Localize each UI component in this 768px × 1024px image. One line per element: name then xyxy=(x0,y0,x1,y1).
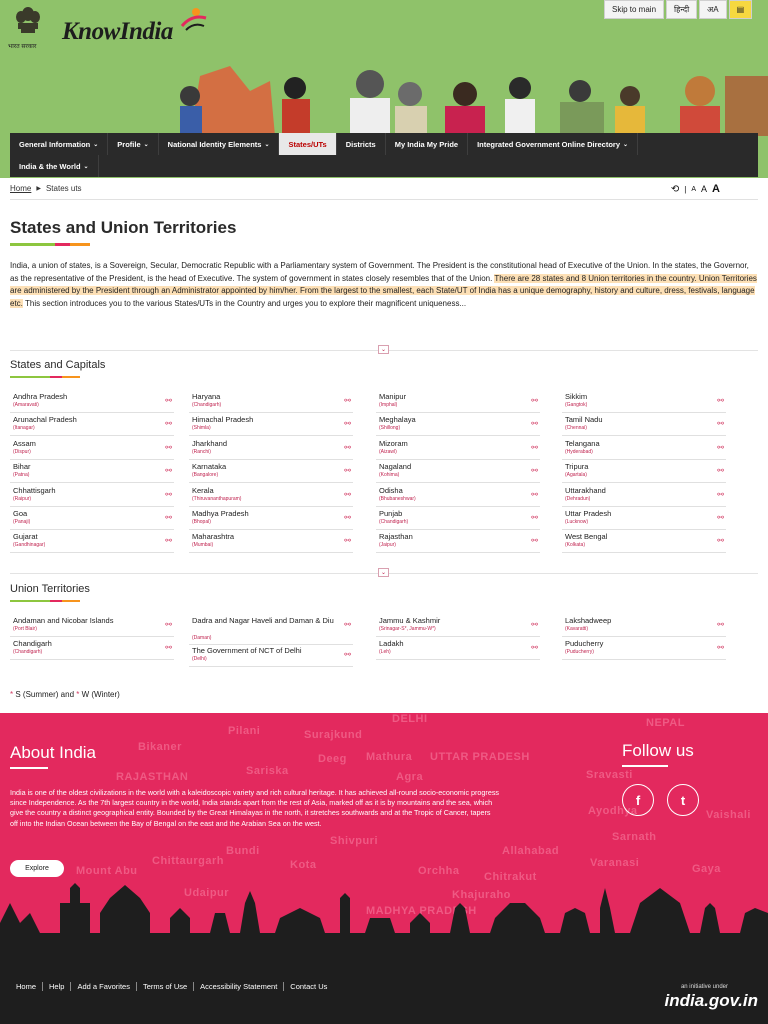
item-name: Jharkhand xyxy=(192,438,228,448)
nav-item-integrated-government-online-directory[interactable] xyxy=(468,133,638,155)
banner-collage-image xyxy=(160,36,768,136)
item-capital: (Gandhinagar) xyxy=(13,542,46,549)
legend-star: * xyxy=(10,690,14,699)
map-label: Allahabad xyxy=(502,845,560,857)
item-name: Puducherry xyxy=(565,639,604,649)
item-capital: (Leh) xyxy=(379,649,391,656)
intro-text-1: India, a union of states, is a Sovereign, Secular, Democratic Republic with a Parliamentary system of Government. The President is the constitutional head of Executive of the Union. In the states, the Governor, as the representative of the President, is the head of Executive. The system of government in states closely resembles that of the Union. xyxy=(10,261,749,283)
map-label: Ayodhya xyxy=(588,805,638,817)
nav-item-label: General Information xyxy=(19,139,91,149)
about-india-text: India is one of the oldest civilizations in the world with a kaleidoscopic variety and rich cultural heritage. It has achieved all-round socio-economic progress since Independence. As the 7th largest country in the world, India stands apart from the rest of Asia, marked off as it is by mountains and the sea, which give the country a distinct geographical entity. Bounded by the Great Himalayas in the north, it stretches southwards and at the Tropic of Cancer, tapers off into the Indian Ocean between the Bay of Bengal on the east and the Arabian Sea on the west. xyxy=(10,788,500,828)
map-label: Deeg xyxy=(318,753,347,765)
map-label: Surajkund xyxy=(304,729,363,741)
nav-item-districts[interactable] xyxy=(337,133,386,155)
map-label: Chitrakut xyxy=(484,871,537,883)
item-name: Madhya Pradesh xyxy=(192,509,249,518)
list-item-puducherry[interactable] xyxy=(562,638,726,660)
nav-item-india-the-world[interactable] xyxy=(10,155,99,177)
title-underline xyxy=(10,243,90,246)
item-capital: (Chandigarh) xyxy=(379,519,409,525)
legend-summer: S (Summer) and xyxy=(13,690,77,699)
item-name: Arunachal Pradesh xyxy=(13,415,77,425)
logo-figure-icon xyxy=(178,6,210,36)
section-underline xyxy=(10,376,80,378)
list-item-haryana[interactable] xyxy=(189,391,353,413)
item-name: The Government of NCT of Delhi xyxy=(192,646,302,655)
breadcrumb-current: States uts xyxy=(45,184,82,193)
item-name: Kerala xyxy=(192,485,214,495)
nav-item-general-information[interactable] xyxy=(10,133,108,155)
item-capital: (Panaji) xyxy=(13,519,31,525)
item-name: Manipur xyxy=(379,392,407,401)
item-name: Punjab xyxy=(379,509,403,518)
breadcrumb-arrow-icon: ▶ xyxy=(36,186,41,192)
item-capital: (Kohima) xyxy=(379,472,400,479)
nav-item-label: Profile xyxy=(117,139,141,149)
map-label: Pilani xyxy=(228,725,261,737)
item-name: Himachal Pradesh xyxy=(192,415,254,425)
list-item-nagaland[interactable] xyxy=(376,461,540,483)
link-icon[interactable]: ⚯ xyxy=(717,536,724,546)
contrast-icon[interactable]: ▤ xyxy=(729,0,753,19)
skip-to-main-link[interactable]: Skip to main xyxy=(604,0,664,19)
link-icon[interactable]: ⚯ xyxy=(531,513,538,522)
list-item-telangana[interactable] xyxy=(562,438,726,460)
facebook-icon[interactable]: f xyxy=(622,784,654,816)
item-name: Andaman and Nicobar Islands xyxy=(13,616,114,625)
list-item-andaman-and-nicobar-islands[interactable] xyxy=(10,615,174,637)
item-capital: (Jaipur) xyxy=(379,542,396,549)
item-capital: (Puducherry) xyxy=(565,649,594,656)
item-name: Goa xyxy=(13,509,28,518)
item-name: Andhra Pradesh xyxy=(13,392,68,401)
list-item-odisha[interactable] xyxy=(376,485,540,507)
emblem-caption: भारत सरकार xyxy=(8,44,37,50)
map-label: Sarnath xyxy=(612,831,657,843)
ut-section-title: Union Territories xyxy=(10,583,90,595)
item-name: Ladakh xyxy=(379,639,404,649)
list-item-kerala[interactable] xyxy=(189,485,353,507)
footer-link-add-a-favorites[interactable]: Add a Favorites xyxy=(71,982,137,991)
item-capital: (Raipur) xyxy=(13,495,32,502)
item-capital: (Aizawl) xyxy=(379,448,397,455)
site-header xyxy=(0,0,768,178)
item-name: Karnataka xyxy=(192,462,227,472)
list-item-sikkim[interactable] xyxy=(562,391,726,413)
link-icon[interactable]: ⚯ xyxy=(344,620,351,629)
map-label: Chittaurgarh xyxy=(152,855,224,867)
link-icon[interactable]: ⚯ xyxy=(531,396,538,405)
list-item-chandigarh[interactable] xyxy=(10,638,174,660)
item-capital: (Daman) xyxy=(192,635,212,641)
link-icon[interactable]: ⚯ xyxy=(717,643,724,653)
initiative-text: an initiative under xyxy=(680,984,728,990)
footer-links xyxy=(10,982,333,991)
link-icon[interactable]: ⚯ xyxy=(344,466,351,476)
item-capital: (Kavaratti) xyxy=(565,626,589,632)
item-name: Mizoram xyxy=(379,438,408,448)
link-icon[interactable]: ⚯ xyxy=(344,396,351,405)
item-name: Lakshadweep xyxy=(565,616,612,625)
list-item-mizoram[interactable] xyxy=(376,438,540,460)
link-icon[interactable]: ⚯ xyxy=(165,419,172,429)
map-label: Shivpuri xyxy=(330,835,379,847)
map-label: Vaishali xyxy=(706,809,751,821)
monuments-skyline-image xyxy=(0,863,768,983)
nav-item-label: Integrated Government Online Directory xyxy=(477,139,621,149)
map-label: MADHYA PRADESH xyxy=(366,905,477,917)
top-utility-bar xyxy=(604,0,752,19)
nav-item-label: States/UTs xyxy=(288,139,327,149)
expand-chevron-icon[interactable]: ⌄ xyxy=(378,345,389,354)
font-medium-button[interactable]: A xyxy=(701,184,708,194)
item-name: Uttar Pradesh xyxy=(565,509,612,518)
item-capital: (Ranchi) xyxy=(192,448,211,455)
link-icon[interactable]: ⚯ xyxy=(531,620,538,629)
legend-winter: W (Winter) xyxy=(79,690,120,699)
item-capital: (Patna) xyxy=(13,472,30,479)
list-item-manipur[interactable] xyxy=(376,391,540,413)
list-item-jharkhand[interactable] xyxy=(189,438,353,460)
item-name: Rajasthan xyxy=(379,532,413,542)
nav-item-label: National Identity Elements xyxy=(167,139,262,149)
link-icon[interactable]: ⚯ xyxy=(531,536,538,546)
list-item-bihar[interactable] xyxy=(10,461,174,483)
link-icon[interactable]: ⚯ xyxy=(165,536,172,546)
states-section-title: States and Capitals xyxy=(10,359,106,371)
hindi-language-button[interactable]: हिन्दी xyxy=(666,0,697,19)
about-underline xyxy=(10,767,48,769)
link-icon[interactable]: ⚯ xyxy=(531,442,538,452)
breadcrumb xyxy=(10,184,82,193)
legend-star: * xyxy=(76,690,80,699)
tools-separator: | xyxy=(684,184,687,194)
list-item-tripura[interactable] xyxy=(562,461,726,483)
chevron-down-icon: ⌄ xyxy=(623,141,629,148)
item-name: Maharashtra xyxy=(192,532,235,542)
list-item-andhra-pradesh[interactable] xyxy=(10,391,174,413)
list-item-rajasthan[interactable] xyxy=(376,531,540,553)
expand-chevron-icon[interactable]: ⌄ xyxy=(378,568,389,577)
nav-item-label: My India My Pride xyxy=(394,139,459,149)
map-label: Mathura xyxy=(366,751,413,763)
item-capital: (Shillong) xyxy=(379,425,401,432)
intro-paragraph xyxy=(10,260,758,310)
link-icon[interactable]: ⚯ xyxy=(531,643,538,653)
item-capital: (Amaravati) xyxy=(13,402,39,408)
item-name: Odisha xyxy=(379,485,403,495)
chevron-down-icon: ⌄ xyxy=(143,141,149,148)
chevron-down-icon: ⌄ xyxy=(83,163,89,170)
item-name: Dadra and Nagar Haveli and Daman & Diu xyxy=(192,616,334,625)
list-item-gujarat[interactable] xyxy=(10,531,174,553)
nav-item-profile[interactable] xyxy=(108,133,158,155)
link-icon[interactable]: ⚯ xyxy=(165,620,172,629)
item-name: Tamil Nadu xyxy=(565,415,603,425)
item-name: Assam xyxy=(13,438,36,448)
item-name: Haryana xyxy=(192,392,221,401)
twitter-icon[interactable]: t xyxy=(667,784,699,816)
map-label: DELHI xyxy=(392,713,428,725)
main-navigation xyxy=(10,133,758,177)
map-label: Khajuraho xyxy=(452,889,511,901)
site-logo[interactable]: KnowIndia xyxy=(62,18,173,45)
intro-text-2: This section introduces you to the various States/UTs in the Country and urges you to explore their magnificent uniqueness... xyxy=(22,298,467,308)
item-capital: (Lucknow) xyxy=(565,519,589,525)
list-item-madhya-pradesh[interactable] xyxy=(189,508,353,530)
list-item-ladakh[interactable] xyxy=(376,638,540,660)
item-capital: (Kolkata) xyxy=(565,542,586,549)
link-icon[interactable]: ⚯ xyxy=(344,419,351,429)
item-name: Tripura xyxy=(565,462,589,472)
item-name: Bihar xyxy=(13,462,31,472)
item-capital: (Agartala) xyxy=(565,472,587,479)
divider xyxy=(10,199,758,200)
item-capital: (Shimla) xyxy=(192,425,211,432)
map-label: Kota xyxy=(290,859,317,871)
follow-underline xyxy=(622,765,668,767)
map-label: Varanasi xyxy=(590,857,640,869)
map-label: NEPAL xyxy=(646,717,685,729)
font-small-button[interactable]: A xyxy=(691,185,697,193)
footer-link-accessibility-statement[interactable]: Accessibility Statement xyxy=(194,982,284,991)
link-icon[interactable]: ⚯ xyxy=(165,489,172,499)
item-capital: (Dehradun) xyxy=(565,495,591,502)
item-capital: (Delhi) xyxy=(192,656,207,662)
item-name: Uttarakhand xyxy=(565,485,606,495)
link-icon[interactable]: ⚯ xyxy=(165,466,172,476)
section-underline xyxy=(10,600,80,602)
item-name: Meghalaya xyxy=(379,415,416,425)
link-icon[interactable]: ⚯ xyxy=(165,513,172,522)
link-icon[interactable]: ⚯ xyxy=(717,442,724,452)
map-label: Agra xyxy=(396,771,424,783)
item-capital: (Bhubaneshwar) xyxy=(379,495,416,502)
link-icon[interactable]: ⚯ xyxy=(717,513,724,522)
list-item-west-bengal[interactable] xyxy=(562,531,726,553)
link-icon[interactable]: ⚯ xyxy=(344,650,351,659)
map-label: Bundi xyxy=(226,845,260,857)
item-name: Sikkim xyxy=(565,392,588,401)
page-tools xyxy=(671,183,720,195)
link-icon[interactable]: ⚯ xyxy=(717,466,724,476)
item-capital: (Hyderabad) xyxy=(565,448,593,455)
map-label: Udaipur xyxy=(184,887,230,899)
link-icon[interactable]: ⚯ xyxy=(344,489,351,499)
map-label: Mount Abu xyxy=(76,865,138,877)
font-size-icon[interactable]: अA xyxy=(699,0,726,19)
chevron-down-icon: ⌄ xyxy=(93,141,99,148)
nav-item-label: India & the World xyxy=(19,161,81,171)
footer-link-terms-of-use[interactable]: Terms of Use xyxy=(137,982,194,991)
list-item-maharashtra[interactable] xyxy=(189,531,353,553)
item-capital: (Chennai) xyxy=(565,425,587,432)
link-icon[interactable]: ⚯ xyxy=(165,396,172,405)
nav-item-states-uts[interactable] xyxy=(279,133,336,155)
follow-us-title: Follow us xyxy=(622,741,694,760)
item-capital: (Gangtok) xyxy=(565,402,588,408)
item-capital: (Chandigarh) xyxy=(13,649,43,656)
item-capital: (Srinagar-S*, Jammu-W*) xyxy=(379,626,436,632)
list-item-meghalaya[interactable] xyxy=(376,414,540,436)
item-name: Chandigarh xyxy=(13,639,52,649)
list-item-jammu-kashmir[interactable] xyxy=(376,615,540,637)
link-icon[interactable]: ⚯ xyxy=(717,419,724,429)
item-name: Telangana xyxy=(565,438,600,448)
link-icon[interactable]: ⚯ xyxy=(165,643,172,653)
breadcrumb-home-link[interactable]: Home xyxy=(10,184,32,193)
list-item-the-government-of-nct-of-delhi[interactable] xyxy=(189,645,353,667)
list-item-goa[interactable] xyxy=(10,508,174,530)
item-capital: (Imphal) xyxy=(379,402,398,408)
item-capital: (Bangalore) xyxy=(192,472,219,479)
list-item-uttar-pradesh[interactable] xyxy=(562,508,726,530)
map-label: Orchha xyxy=(418,865,460,877)
item-name: Chhattisgarh xyxy=(13,485,56,495)
link-icon[interactable]: ⚯ xyxy=(531,466,538,476)
list-item-dadra-and-nagar-haveli-and-daman-diu[interactable] xyxy=(189,615,353,645)
list-item-punjab[interactable] xyxy=(376,508,540,530)
item-capital: (Dispur) xyxy=(13,448,31,455)
item-name: Jammu & Kashmir xyxy=(379,616,441,625)
nav-item-national-identity-elements[interactable] xyxy=(159,133,280,155)
bottom-bar xyxy=(0,975,768,1024)
item-capital: (Port Blair) xyxy=(13,626,37,632)
footer-link-home[interactable]: Home xyxy=(10,982,43,991)
link-icon[interactable]: ⚯ xyxy=(531,419,538,429)
link-icon[interactable]: ⚯ xyxy=(717,396,724,405)
item-name: Gujarat xyxy=(13,532,38,542)
item-capital: (Thiruvananthapuram) xyxy=(192,495,242,502)
item-name: West Bengal xyxy=(565,532,608,542)
footer-link-contact-us[interactable]: Contact Us xyxy=(290,982,328,991)
list-item-karnataka[interactable] xyxy=(189,461,353,483)
explore-button[interactable]: Explore xyxy=(10,860,64,877)
map-label: Sravasti xyxy=(586,769,633,781)
item-name: Nagaland xyxy=(379,462,412,472)
list-item-arunachal-pradesh[interactable] xyxy=(10,414,174,436)
item-capital: (Bhopal) xyxy=(192,519,211,525)
list-item-assam[interactable] xyxy=(10,438,174,460)
link-icon[interactable]: ⚯ xyxy=(717,620,724,629)
about-india-title: About India xyxy=(10,743,97,762)
map-label: Sariska xyxy=(246,765,289,777)
item-capital: (Mumbai) xyxy=(192,542,214,549)
share-icon[interactable]: ⟲ xyxy=(670,183,680,195)
link-icon[interactable]: ⚯ xyxy=(344,513,351,522)
link-icon[interactable]: ⚯ xyxy=(344,442,351,452)
item-capital: (Chandigarh) xyxy=(192,402,222,408)
list-item-himachal-pradesh[interactable] xyxy=(189,414,353,436)
link-icon[interactable]: ⚯ xyxy=(531,489,538,499)
nav-item-my-india-my-pride[interactable] xyxy=(386,133,468,155)
map-label: RAJASTHAN xyxy=(116,771,189,783)
page-title: States and Union Territories xyxy=(10,218,237,237)
footer-link-help[interactable]: Help xyxy=(43,982,71,991)
list-item-chhattisgarh[interactable] xyxy=(10,485,174,507)
font-large-button[interactable]: A xyxy=(712,183,720,195)
link-icon[interactable]: ⚯ xyxy=(717,489,724,499)
list-item-uttarakhand[interactable] xyxy=(562,485,726,507)
nav-item-label: Districts xyxy=(345,139,376,149)
link-icon[interactable]: ⚯ xyxy=(344,536,351,546)
chevron-down-icon: ⌄ xyxy=(264,141,270,148)
item-capital: (Itanagar) xyxy=(13,425,35,432)
map-label: Bikaner xyxy=(138,741,182,753)
intro-highlight: There are 28 states and 8 Union territories in the country. Union Territories are administered by the President through an Administrator appointed by him/her. From the largest to the smallest, each State/UT of India has a unique demography, history and culture, dress, festivals, language etc. xyxy=(10,273,757,308)
map-label: Gaya xyxy=(692,863,721,875)
list-item-tamil-nadu[interactable] xyxy=(562,414,726,436)
map-label: UTTAR PRADESH xyxy=(430,751,530,763)
list-item-lakshadweep[interactable] xyxy=(562,615,726,637)
link-icon[interactable]: ⚯ xyxy=(165,442,172,452)
india-gov-in-logo[interactable]: india.gov.in xyxy=(664,991,758,1010)
capital-legend xyxy=(10,690,120,699)
